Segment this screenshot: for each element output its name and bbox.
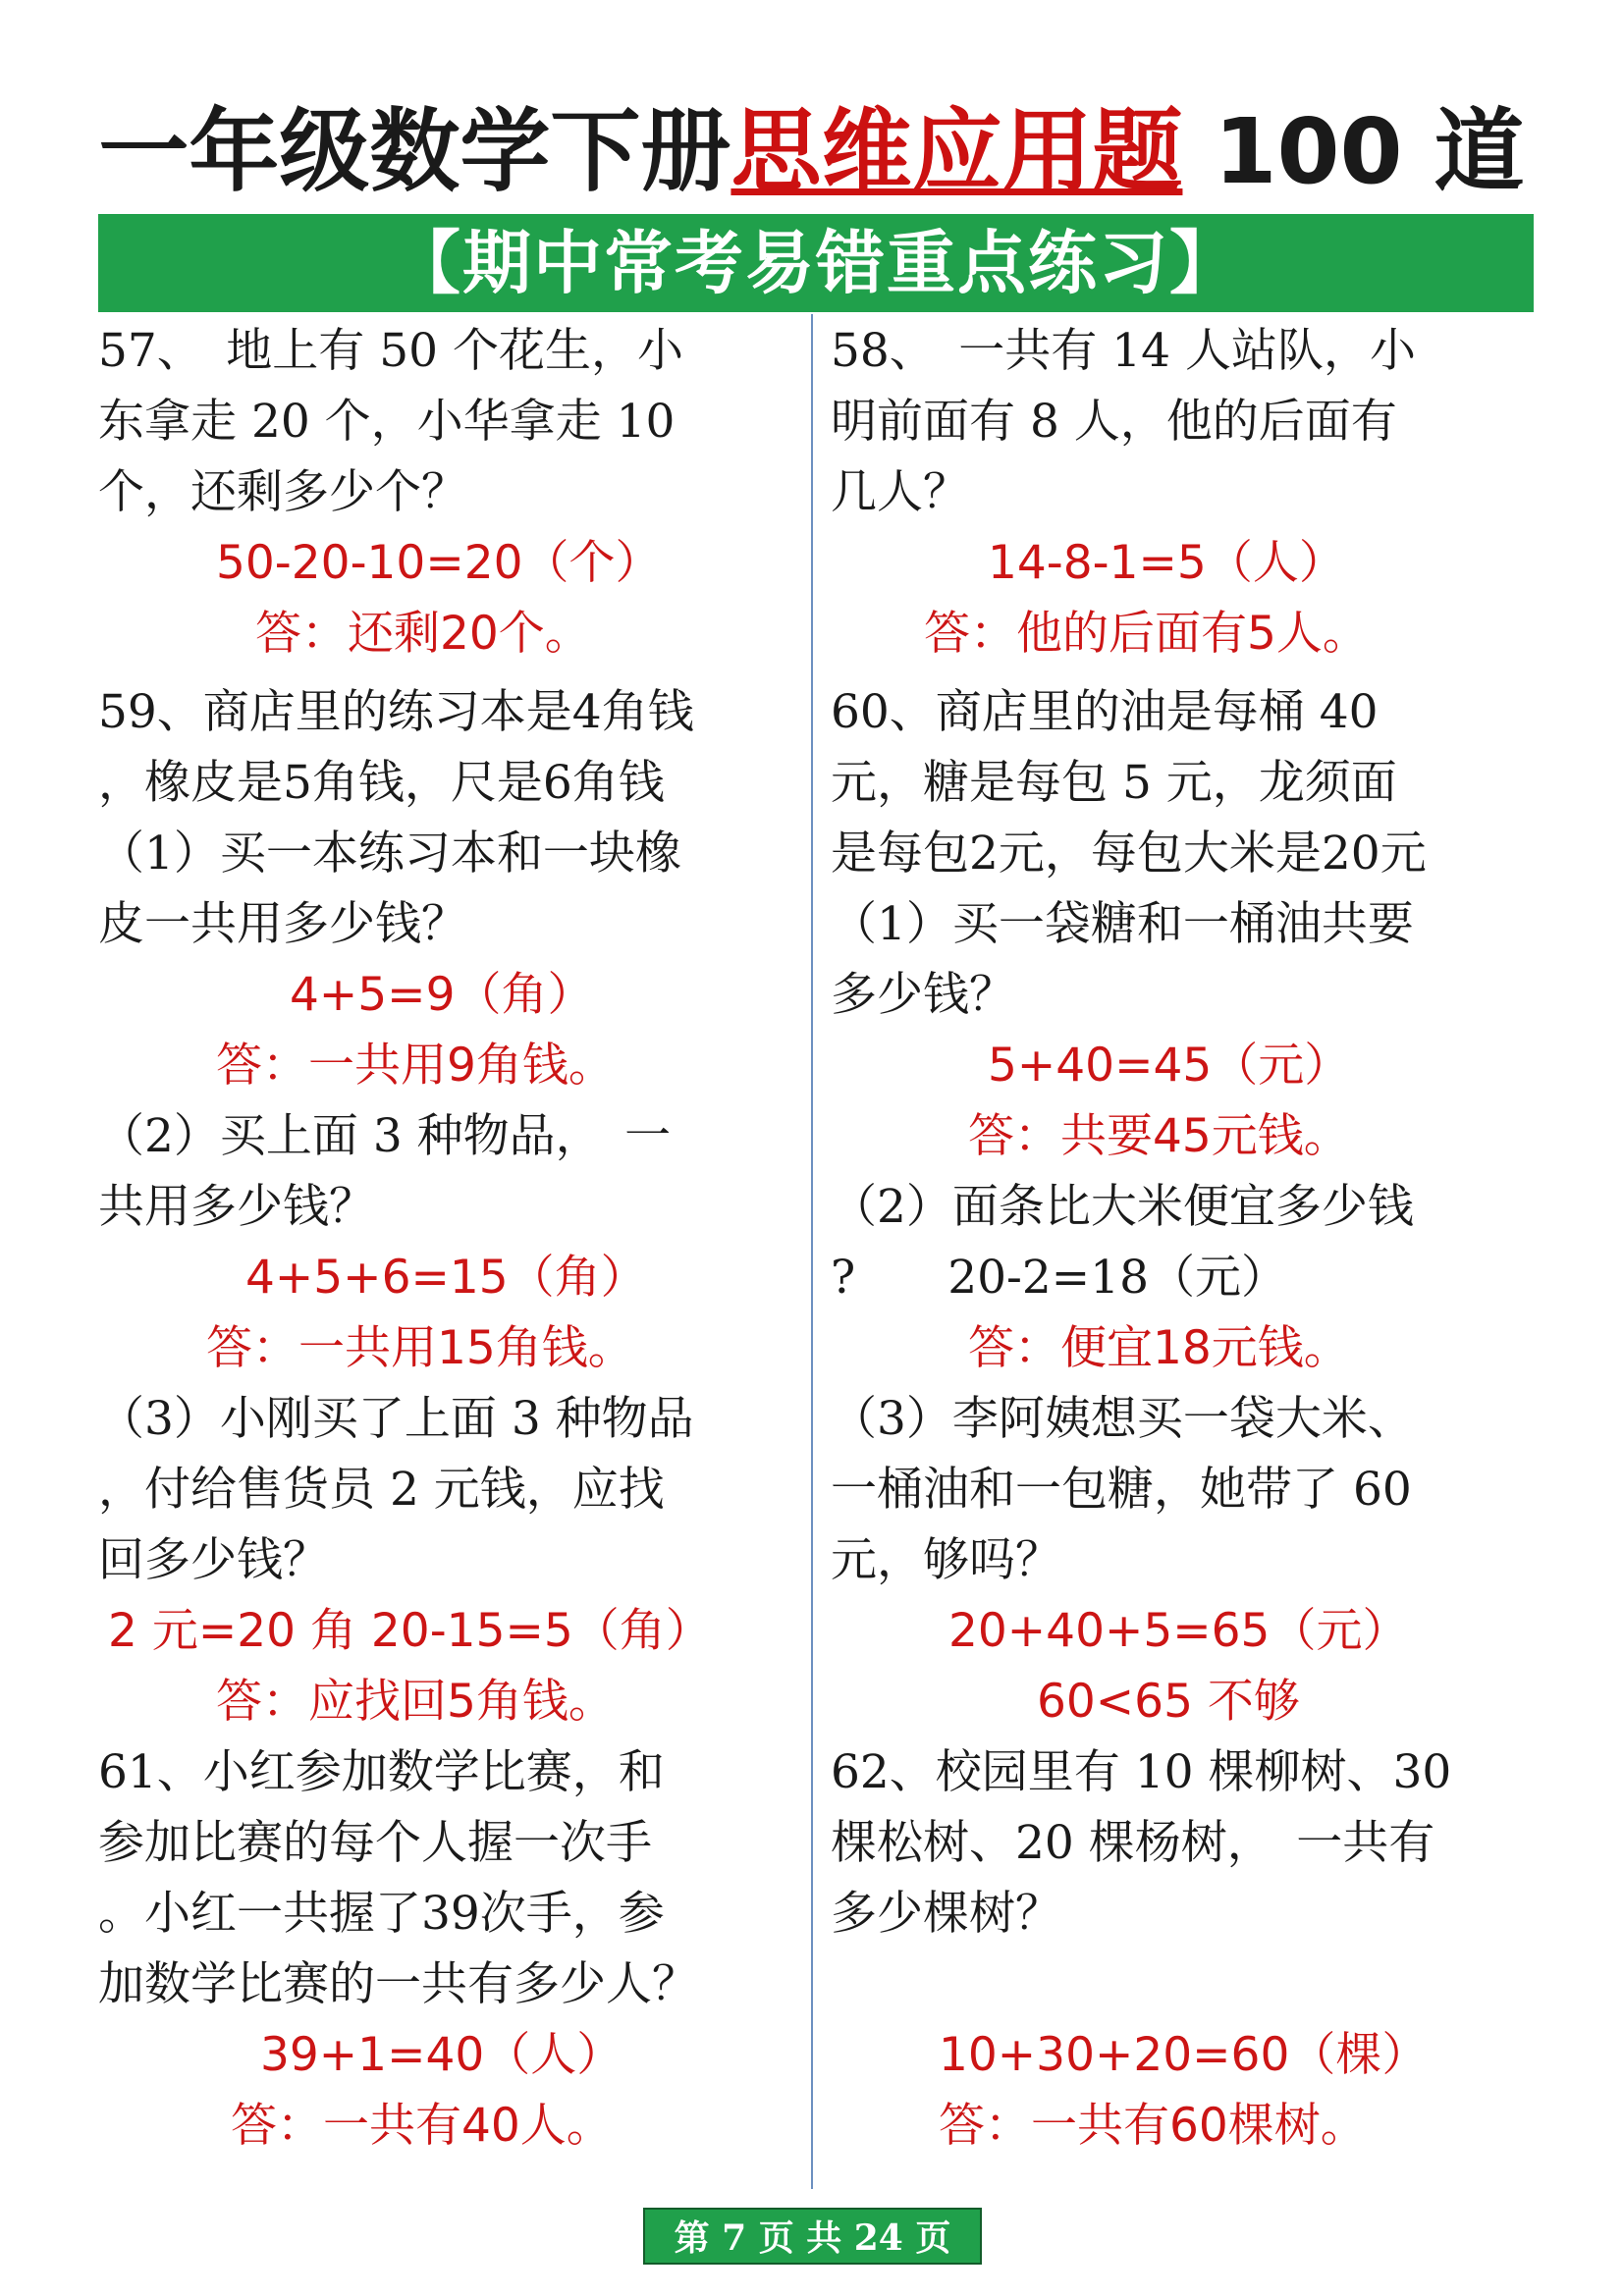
title-part1: 一年级数学下册 [98,99,731,204]
answer-line: 答：共要45元钱。 [968,1109,1350,1163]
answer-line: 4+5+6=15（角） [245,1251,647,1305]
answer-line: 答：一共有40人。 [231,2099,613,2153]
question-line: 东拿走 20 个，小华拿走 10 [98,395,676,449]
answer-line: 39+1=40（人） [260,2028,623,2082]
answer-line: 14-8-1=5（人） [988,536,1345,590]
answer-line: 答：一共有60棵树。 [939,2099,1367,2153]
answer-line: 4+5=9（角） [290,968,594,1022]
blank-line [831,1949,1542,2020]
title-part2: 100 道 [1182,99,1525,204]
question-line: 元，糖是每包 5 元，龙须面 [831,756,1397,810]
page-title [0,98,1623,206]
question-line: 棵松树、20 棵杨树， 一共有 [831,1816,1435,1870]
question-line: 回多少钱？ [98,1533,329,1587]
question-line: （2）面条比大米便宜多少钱 [831,1180,1414,1234]
question-line: ，橡皮是5角钱，尺是6角钱 [98,756,665,810]
answer-line: 答：一共用9角钱。 [216,1039,615,1093]
section-banner: 【期中常考易错重点练习】 [98,214,1534,312]
question-line: 几人？ [831,465,969,519]
question-line: 共用多少钱？ [98,1180,375,1234]
question-line: 一桶油和一包糖，她带了 60 [831,1463,1412,1517]
question-line: 61、小红参加数学比赛，和 [98,1745,665,1799]
answer-line: 50-20-10=20（个） [216,536,662,590]
question-line: 加数学比赛的一共有多少人？ [98,1957,698,2011]
question-line: 元，够吗？ [831,1533,1061,1587]
answer-line: 答：还剩20个。 [255,607,591,661]
question-line: 参加比赛的每个人握一次手 [98,1816,652,1870]
question-line: ? 20-2=18（元） [831,1251,1287,1305]
answer-line: 2 元=20 角 20-15=5（角） [108,1604,712,1658]
left-column [98,316,800,2162]
question-line: （2）买上面 3 种物品， 一 [98,1109,672,1163]
answer-line: 答：一共用15角钱。 [206,1321,634,1375]
title-highlight: 思维应用题 [730,99,1183,204]
answer-line: 答：应找回5角钱。 [216,1675,615,1729]
question-line: （1）买一本练习本和一块橡 [98,827,681,881]
question-line: 62、校园里有 10 棵柳树、30 [831,1745,1452,1799]
question-line: （3）李阿姨想买一袋大米、 [831,1392,1414,1446]
question-line: 明前面有 8 人，他的后面有 [831,395,1397,449]
answer-line: 20+40+5=65（元） [948,1604,1409,1658]
question-line: 多少棵树？ [831,1887,1061,1941]
answer-line: 5+40=45（元） [988,1039,1351,1093]
right-column [831,316,1542,2162]
question-line: 多少钱？ [831,968,1015,1022]
question-line: 个，还剩多少个？ [98,465,467,519]
answer-line: 答：他的后面有5人。 [924,607,1369,661]
question-line: 是每包2元，每包大米是20元 [831,827,1427,881]
page-number: 第 7 页 共 24 页 [643,2208,982,2265]
answer-line: 10+30+20=60（棵） [939,2028,1429,2082]
question-line: 59、商店里的练习本是4角钱 [98,685,694,739]
question-line: （3）小刚买了上面 3 种物品 [98,1392,694,1446]
spacer [98,669,800,677]
answer-line: 60<65 不够 [1037,1675,1300,1729]
question-line: ，付给售货员 2 元钱，应找 [98,1463,665,1517]
column-divider [811,314,813,2189]
question-line: 60、商店里的油是每桶 40 [831,685,1379,739]
question-line: 58、 一共有 14 人站队，小 [831,324,1416,378]
question-line: 皮一共用多少钱？ [98,897,467,951]
question-line: 57、 地上有 50 个花生，小 [98,324,683,378]
spacer [831,669,1542,677]
question-line: 。小红一共握了39次手，参 [98,1887,665,1941]
answer-line: 答：便宜18元钱。 [968,1321,1350,1375]
question-line: （1）买一袋糖和一桶油共要 [831,897,1414,951]
